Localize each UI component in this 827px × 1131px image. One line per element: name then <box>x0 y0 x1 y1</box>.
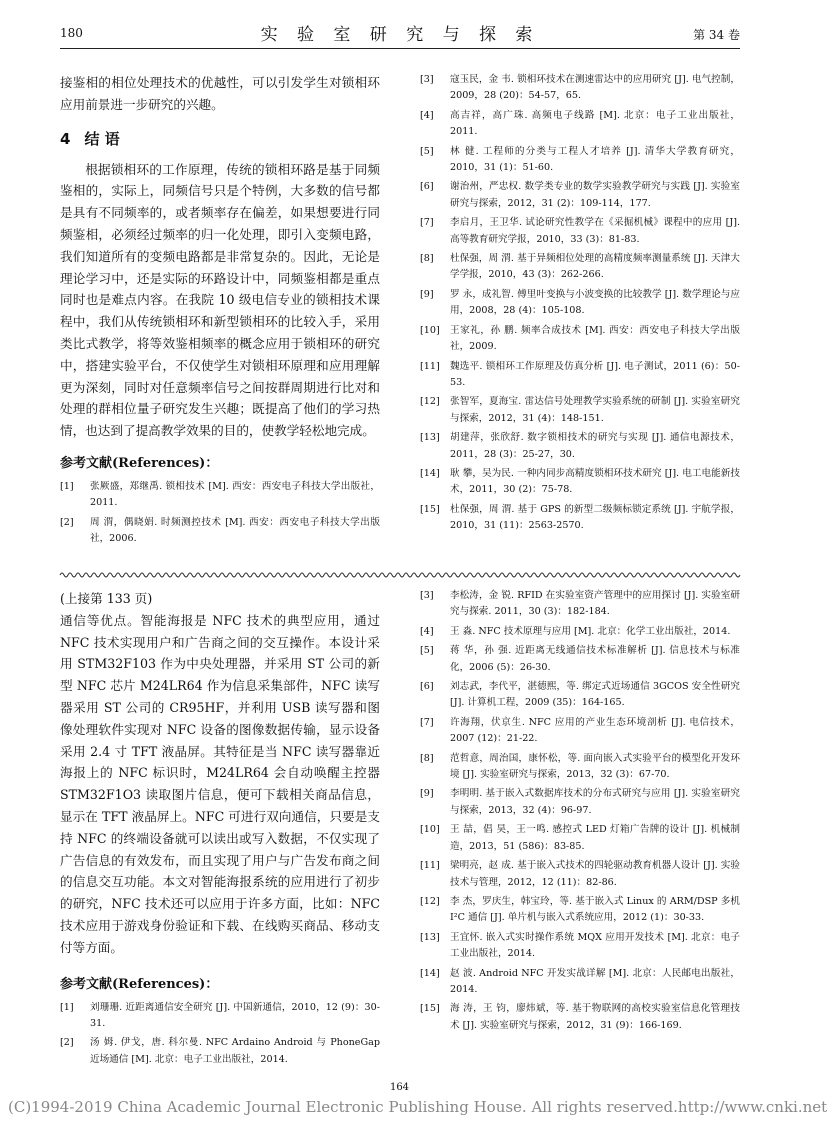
reference-item <box>420 822 740 855</box>
reference-item <box>420 858 740 891</box>
reference-number: [14] <box>420 467 440 479</box>
reference-item <box>420 251 740 284</box>
reference-item <box>420 643 740 676</box>
reference-text: 李明明. 基于嵌入式数据库技术的分布式研究与应用 [J]. 实验室研究与探索，2013，32 (4)：96-97. <box>450 788 740 816</box>
reference-item <box>420 394 740 427</box>
reference-text: 刘志武，李代平，湛德熙，等. 绑定式近场通信 3GCOS 安全性研究 [J]. 计算机工程，2009 (35)：164-165. <box>450 681 740 709</box>
reference-number: [2] <box>60 1037 74 1049</box>
section-heading <box>60 128 380 149</box>
reference-number: [11] <box>420 860 440 872</box>
reference-item <box>420 786 740 819</box>
lower-paragraph: 通信等优点。智能海报是 NFC 技术的典型应用，通过 NFC 技术实现用户和广告商之间的交互操作。本设计采用 STM32F103 作为中央处理器，并采用 ST 公司的新型 NFC 芯片 M24LR64 作为信息采集部件，NFC 读写器采用 ST 公司的 CR95HF，并利用 USB 读写器和图像处理软件实现对 NFC 设备的图像数据传输，显示设备采用 2.4 寸 TFT 液晶屏。其特征是当 NFC 读写器靠近海报上的 NFC 标识时，M24LR64 会自动唤醒主控器 STM32F1O3 读取图片信息，便可下载相关商品信息，显示在 TFT 液晶屏上。NFC 可进行双向通信，只要是支持 NFC 的终端设备就可以读出或写入数据，不仅实现了广告信息的有效发布，而且实现了用户与广告发布商之间的信息交互功能。本文对智能海报系统的应用进行了初步的研究，NFC 技术还可以应用于许多方面，比如：NFC 技术应用于游戏身份验证和下载、在线购买商品、移动支付等方面。 <box>60 612 380 955</box>
reference-item <box>60 479 380 512</box>
continued-note: (上接第 133 页) <box>60 591 153 606</box>
reference-number: [9] <box>420 788 434 800</box>
reference-number: [6] <box>420 681 434 693</box>
reference-text: 林 健. 工程师的分类与工程人才培养 [J]. 清华大学教育研究，2010，31 (1)：51-60. <box>450 145 740 174</box>
wavy-separator <box>60 571 740 579</box>
reference-text: 杜保强，周 渭. 基于 GPS 的新型二级频标锁定系统 [J]. 宇航学报，2010，31 (11)：2563-2570. <box>450 503 740 532</box>
references-heading: 参考文献(References)： <box>60 976 219 992</box>
reference-number: [4] <box>420 625 434 637</box>
reference-number: [6] <box>420 181 434 193</box>
references-heading: 参考文献(References)： <box>60 455 219 471</box>
reference-text: 寇玉民，金 韦. 锁相环技术在测速雷达中的应用研究 [J]. 电气控制，2009，28 (20)：54-57，65. <box>450 74 740 102</box>
reference-number: [5] <box>420 145 434 157</box>
reference-text: 赵 波. Android NFC 开发实战详解 [M]. 北京：人民邮电出版社，2014. <box>450 967 740 995</box>
reference-item <box>420 430 740 463</box>
reference-item <box>420 966 740 999</box>
reference-item <box>420 144 740 177</box>
running-header <box>60 14 740 44</box>
reference-number: [1] <box>60 480 74 492</box>
reference-text: 杜保强，周 渭. 基于异频相位处理的高精度频率测量系统 [J]. 天津大学学报，2010，43 (3)：262-266. <box>450 253 740 281</box>
reference-item <box>420 323 740 356</box>
reference-number: [11] <box>420 360 440 372</box>
reference-list <box>420 72 740 535</box>
cnki-link[interactable]: http://www.cnki.net <box>677 1098 827 1116</box>
reference-number: [5] <box>420 645 434 657</box>
reference-number: [10] <box>420 824 440 836</box>
header-rule <box>60 48 740 49</box>
reference-item <box>420 715 740 748</box>
conclusion-paragraph: 根据锁相环的工作原理，传统的锁相环路是基于同频鉴相的，实际上，同频信号只是个特例，大多数的信号都是具有不同频率的，或者频率存在偏差，如果想要进行同频鉴相，必须经过频率的归一化处理，即引入变频电路，我们知道所有的变频电路都是非常复杂的。因此，无论是理论学习中，还是实际的环路设计中，同频鉴相都是重点同时也是难点内容。在我院 10 级电信专业的锁相技术课程中，我们从传统锁相环和新型锁相环的比较入手，采用类比式教学，将等效鉴相频率的概念应用于锁相环的研究中，搭建实验平台，不仅使学生对锁相环原理和应用理解更为深刻，同时对任意频率信号之间按群周期进行比对和处理的群相位量子研究发生兴趣；既提高了他们的学习热情，也达到了提高教学效果的目的，使教学轻松地完成。 <box>60 161 380 439</box>
reference-text: 魏选平. 锁相环工作原理及仿真分析 [J]. 电子测试，2011 (6)：50-53. <box>450 360 740 388</box>
reference-item <box>420 179 740 212</box>
reference-number: [2] <box>60 516 74 528</box>
reference-number: [8] <box>420 752 434 764</box>
reference-text: 李松涛，金 锐. RFID 在实验室资产管理中的应用探讨 [J]. 实验室研究与探索. 2011，30 (3)：182-184. <box>450 590 740 618</box>
copyright-text: (C)1994-2019 China Academic Journal Electronic Publishing House. All rights reserved. <box>8 1098 678 1116</box>
copyright-line <box>8 1098 827 1116</box>
reference-number: [15] <box>420 503 440 515</box>
reference-number: [15] <box>420 1003 440 1015</box>
reference-text: 耿 攀，吴为民. 一种内同步高精度锁相环技术研究 [J]. 电工电能新技术，2011，30 (2)：75-78. <box>450 467 740 496</box>
reference-text: 刘珊珊. 近距离通信安全研究 [J]. 中国新通信，2010，12 (9)：30-31. <box>90 1001 380 1029</box>
reference-text: 谢治州，严忠权. 数学类专业的数学实验教学研究与实践 [J]. 实验室研究与探索，2012，31 (2)：109-114，177. <box>450 181 740 209</box>
reference-item <box>60 515 380 548</box>
reference-text: 王 喆，倡 昊，王一鸣. 感控式 LED 灯箱广告牌的设计 [J]. 机械制造，2013，51 (586)：83-85. <box>450 824 740 852</box>
reference-text: 海 涛，王 钧，廖炜斌，等. 基于物联网的高校实验室信息化管理技术 [J]. 实验室研究与探索，2012，31 (9)：166-169. <box>450 1003 740 1031</box>
reference-number: [14] <box>420 967 440 979</box>
upper-right-column <box>420 72 740 538</box>
reference-item <box>420 930 740 963</box>
reference-text: 张智军，夏海宝. 雷达信号处理教学实验系统的研制 [J]. 实验室研究与探索，2012，31 (4)：148-151. <box>450 396 740 424</box>
reference-text: 许海翔，伏京生. NFC 应用的产业生态环境剖析 [J]. 电信技术，2007 (12)：21-22. <box>450 716 740 745</box>
reference-number: [9] <box>420 288 434 300</box>
reference-item <box>420 108 740 141</box>
reference-text: 梁明亮，赵 成. 基于嵌入式技术的四轮驱动教育机器人设计 [J]. 实验技术与管理，2012，12 (11)：82-86. <box>450 860 740 888</box>
reference-text: 汤 姆. 伊戈，唐. 科尔曼. NFC Ardaino Android 与 PhoneGap 近场通信 [M]. 北京：电子工业出版社，2014. <box>90 1037 380 1065</box>
reference-number: [8] <box>420 253 434 265</box>
reference-list <box>420 588 740 1034</box>
reference-text: 李启月，王卫华. 试论研究性教学在《采掘机械》课程中的应用 [J]. 高等教育研究学报，2010，33 (3)：81-83. <box>450 217 740 245</box>
reference-text: 李 杰，罗庆生，韩宝玲，等. 基于嵌入式 Linux 的 ARM/DSP 多机 I²C 通信 [J]. 单片机与嵌入式系统应用，2012 (1)：30-33. <box>450 895 740 924</box>
section-number: 4 <box>60 129 71 148</box>
volume-label: 第 34 卷 <box>693 28 740 42</box>
reference-number: [13] <box>420 931 440 943</box>
reference-item <box>420 1001 740 1034</box>
journal-title: 实 验 室 研 究 与 探 索 <box>260 25 540 45</box>
reference-text: 张厥盛，郑继禹. 锁相技术 [M]. 西安：西安电子科技大学出版社，2011. <box>90 480 380 509</box>
reference-number: [3] <box>420 590 434 601</box>
reference-list <box>60 1000 380 1069</box>
reference-number: [7] <box>420 217 434 229</box>
reference-number: [3] <box>420 74 434 85</box>
reference-text: 胡建萍，张欣舒. 数字锁相技术的研究与实现 [J]. 通信电源技术，2011，28 (3)：25-27，30. <box>450 432 740 460</box>
reference-number: [1] <box>60 1001 74 1013</box>
reference-text: 罗 永，成礼智. 傅里叶变换与小波变换的比较教学 [J]. 数学理论与应用，2008，28 (4)：105-108. <box>450 288 740 317</box>
reference-text: 范哲意，周治国，康怀松，等. 面向嵌入式实验平台的模型化开发环境 [J]. 实验室研究与探索，2013，32 (3)：67-70. <box>450 752 740 781</box>
reference-item <box>420 588 740 621</box>
reference-item <box>60 1000 380 1033</box>
upper-left-column <box>60 72 380 551</box>
reference-text: 蒋 华，孙 强. 近距离无线通信技术标准解析 [J]. 信息技术与标准化，2006 (5)：26-30. <box>450 645 740 673</box>
reference-list <box>60 479 380 548</box>
reference-text: 王 淼. NFC 技术原理与应用 [M]. 北京：化学工业出版社，2014. <box>450 625 731 637</box>
lower-left-column <box>60 588 380 1071</box>
section-title: 结 语 <box>84 129 120 148</box>
reference-number: [4] <box>420 109 434 121</box>
reference-item <box>420 502 740 535</box>
reference-item <box>420 466 740 499</box>
reference-item <box>420 287 740 320</box>
reference-number: [7] <box>420 716 434 728</box>
reference-number: [13] <box>420 432 440 444</box>
footer-page-number: 164 <box>389 1082 410 1093</box>
reference-item <box>420 679 740 712</box>
lower-right-column <box>420 588 740 1037</box>
page-number: 180 <box>60 26 83 40</box>
reference-number: [10] <box>420 324 440 336</box>
reference-item <box>420 624 740 640</box>
reference-item <box>420 72 740 105</box>
reference-item <box>420 359 740 392</box>
reference-item <box>420 751 740 784</box>
reference-item <box>420 215 740 248</box>
reference-text: 高吉祥，高广珠. 高频电子线路 [M]. 北京：电子工业出版社，2011. <box>450 109 740 138</box>
reference-item <box>60 1035 380 1068</box>
reference-text: 王宜怀. 嵌入式实时操作系统 MQX 应用开发技术 [M]. 北京：电子工业出版社，2014. <box>450 931 740 960</box>
reference-text: 王家礼，孙 鹏. 频率合成技术 [M]. 西安：西安电子科技大学出版社，2009. <box>450 324 740 353</box>
reference-number: [12] <box>420 396 440 408</box>
intro-paragraph: 接鉴相的相位处理技术的优越性，可以引发学生对锁相环应用前景进一步研究的兴趣。 <box>60 75 380 112</box>
reference-number: [12] <box>420 895 440 907</box>
reference-item <box>420 894 740 927</box>
reference-text: 周 渭，偶晓娟. 时频测控技术 [M]. 西安：西安电子科技大学出版社，2006. <box>90 516 380 545</box>
